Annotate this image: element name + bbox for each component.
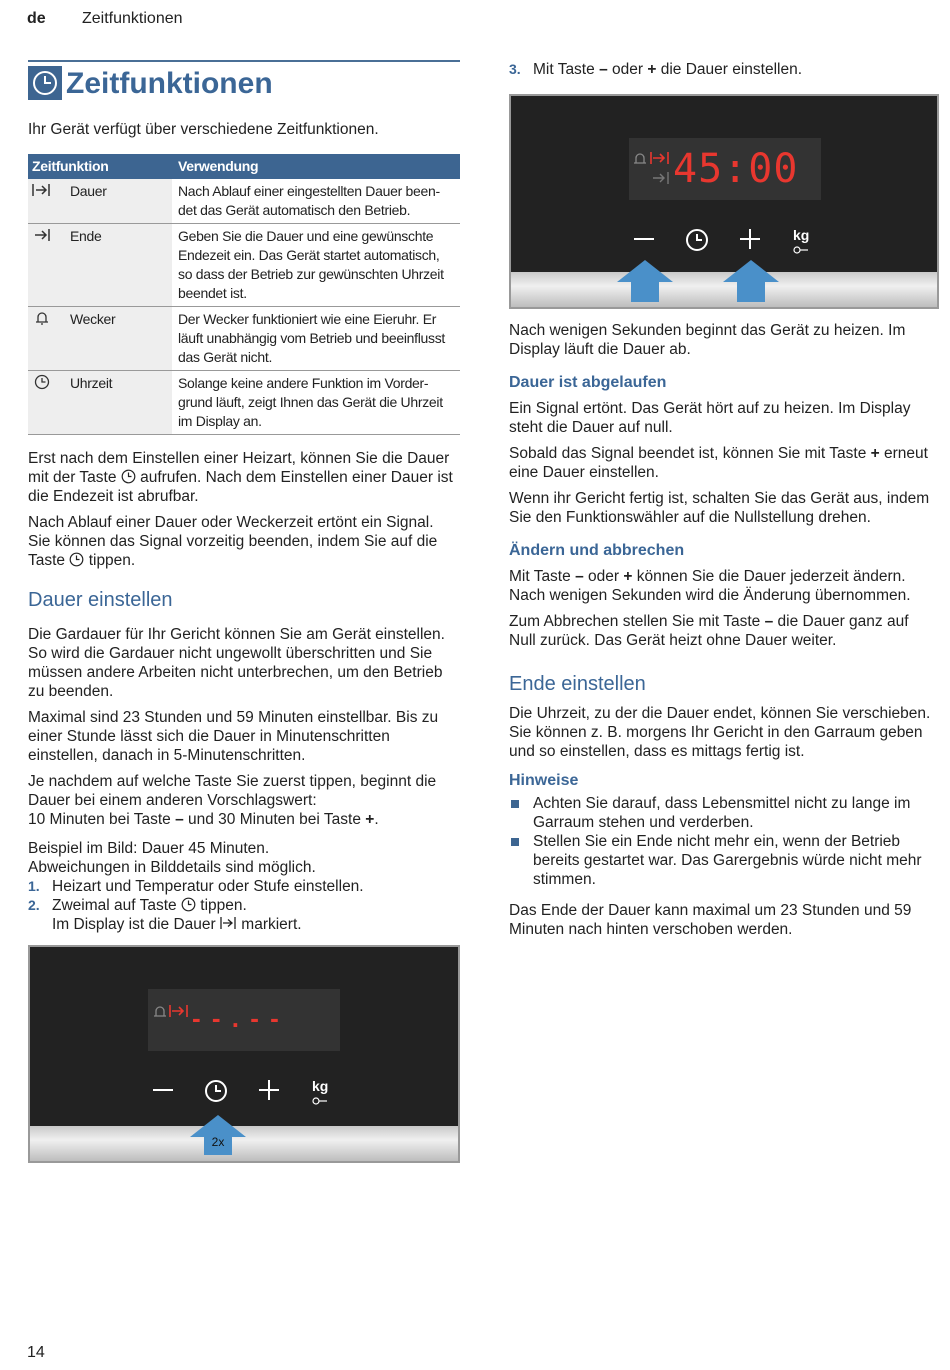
paragraph: Maximal sind 23 Stunden und 59 Minuten einstellbar. Bis zu einer Stunde lässt sich die Dauer in Minutenschritten einstellen, danach in 5-Minutenschritten. <box>28 709 439 764</box>
step-3: 3. Mit Taste – oder + die Dauer einstellen. <box>509 61 803 78</box>
kg-button[interactable]: kg <box>312 1079 328 1107</box>
clock-button[interactable] <box>685 228 709 257</box>
minus-button[interactable] <box>633 228 655 255</box>
table-row <box>28 307 460 371</box>
function-name: Wecker <box>66 307 172 371</box>
function-name: Uhrzeit <box>66 371 172 435</box>
clock-icon <box>28 371 66 435</box>
paragraph: Ein Signal ertönt. Das Gerät hört auf zu heizen. Im Display steht die Dauer auf null. <box>509 400 911 436</box>
page-number: 14 <box>27 1344 45 1361</box>
table-row <box>28 224 460 307</box>
paragraph: Mit Taste – oder + können Sie die Dauer jederzeit ändern. Nach wenigen Sekunden wird die Änderung übernommen. <box>509 568 911 604</box>
arrow-up-icon <box>617 260 673 302</box>
paragraph: Erst nach dem Einstellen einer Heizart, können Sie die Dauer mit der Taste aufrufen. Nach dem Einstellen einer Dauer ist die Endezeit ist abrufbar. <box>28 450 453 505</box>
paragraph: Die Gardauer für Ihr Gericht können Sie am Gerät einstellen. So wird die Gardauer nicht ungewollt überschritten und Sie müssen andere Arbeiten nicht unterbrechen, um den Betrieb zu beenden. <box>28 626 445 700</box>
dauer-icon <box>168 1003 190 1019</box>
intro-text: Ihr Gerät verfügt über verschiedene Zeitfunktionen. <box>28 121 379 138</box>
function-name: Ende <box>66 224 172 307</box>
dauer-icon <box>220 916 237 933</box>
heading-ende-einstellen: Ende einstellen <box>509 673 646 695</box>
plus-button[interactable] <box>739 228 761 255</box>
list-item: Achten Sie darauf, dass Lebensmittel nicht zu lange im Garraum stehen und verderben. <box>509 794 939 832</box>
display <box>148 989 340 1051</box>
control-panel-image-1 <box>28 945 460 1163</box>
control-panel-image-2 <box>509 94 939 309</box>
step-2: 2. Zweimal auf Taste tippen. Im Display ist die Dauer markiert. <box>28 897 302 933</box>
arrow-up-icon <box>723 260 779 302</box>
header-title: Zeitfunktionen <box>82 10 183 27</box>
list-item: Stellen Sie ein Ende nicht mehr ein, wenn der Betrieb bereits gestartet war. Das Garergebnis würde nicht mehr stimmen. <box>509 832 939 889</box>
time-functions-table <box>28 154 460 435</box>
display-value: 45:00 <box>673 146 799 192</box>
table-row <box>28 371 460 435</box>
clock-icon <box>28 66 62 100</box>
kg-button[interactable]: kg <box>793 228 809 256</box>
section-heading <box>28 60 460 108</box>
function-name: Dauer <box>66 179 172 224</box>
heading-hinweise: Hinweise <box>509 772 579 789</box>
function-usage: Solange keine andere Funktion im Vorder-grund läuft, zeigt Ihnen das Gerät die Uhrzeit im Display an. <box>172 371 460 435</box>
right-column <box>509 60 939 946</box>
step-1: 1. Heizart und Temperatur oder Stufe einstellen. <box>28 878 364 895</box>
paragraph: Sobald das Signal beendet ist, können Sie mit Taste + erneut eine Dauer einstellen. <box>509 445 928 481</box>
left-column <box>28 60 460 1163</box>
table-row <box>28 179 460 224</box>
display <box>629 138 821 200</box>
heading-dauer-abgelaufen: Dauer ist abgelaufen <box>509 374 667 391</box>
header-language: de <box>27 10 46 27</box>
ende-icon <box>649 170 671 186</box>
display-value: - - . - - <box>192 1003 281 1033</box>
bell-icon <box>28 307 66 371</box>
table-header-usage: Verwendung <box>172 154 460 179</box>
press-count-badge: 2x <box>211 1135 225 1149</box>
paragraph: Beispiel im Bild: Dauer 45 Minuten. Abweichungen in Bilddetails sind möglich. <box>28 840 316 876</box>
paragraph: Wenn ihr Gericht fertig ist, schalten Sie das Gerät aus, indem Sie den Funktionswähler auf die Nullstellung drehen. <box>509 490 930 526</box>
paragraph: Nach Ablauf einer Dauer oder Weckerzeit ertönt ein Signal. Sie können das Signal vorzeitig beenden, indem Sie auf die Taste tippen. <box>28 514 438 569</box>
clock-icon <box>69 552 84 569</box>
page-title: Zeitfunktionen <box>66 67 273 100</box>
clock-button[interactable] <box>204 1079 228 1108</box>
ende-icon <box>28 224 66 307</box>
dauer-icon <box>28 179 66 224</box>
table-header-function: Zeitfunktion <box>28 154 172 179</box>
function-usage: Geben Sie die Dauer und eine gewünschte Endezeit ein. Das Gerät startet automatisch, so dass der Betrieb zur gewünschten Uhrzeit beendet ist. <box>172 224 460 307</box>
paragraph: Zum Abbrechen stellen Sie mit Taste – die Dauer ganz auf Null zurück. Das Gerät heizt ohne Dauer weiter. <box>509 613 909 649</box>
function-usage: Der Wecker funktioniert wie eine Eieruhr. Er läuft unabhängig vom Betrieb und beeinflusst das Gerät nicht. <box>172 307 460 371</box>
bell-icon <box>631 150 651 166</box>
function-usage: Nach Ablauf einer eingestellten Dauer been-det das Gerät automatisch den Betrieb. <box>172 179 460 224</box>
paragraph: Die Uhrzeit, zu der die Dauer endet, können Sie verschieben. Sie können z. B. morgens Ihr Gericht in den Garraum geben und so einstellen, dass es mittags fertig ist. <box>509 705 931 760</box>
heading-aendern-abbrechen: Ändern und abbrechen <box>509 542 685 559</box>
paragraph: Nach wenigen Sekunden beginnt das Gerät zu heizen. Im Display läuft die Dauer ab. <box>509 322 906 358</box>
minus-button[interactable] <box>152 1079 174 1106</box>
paragraph: Je nachdem auf welche Taste Sie zuerst tippen, beginnt die Dauer bei einem anderen Vorschlagswert: 10 Minuten bei Taste – und 30 Minuten bei Taste +. <box>28 773 437 828</box>
paragraph: Das Ende der Dauer kann maximal um 23 Stunden und 59 Minuten nach hinten verschoben werden. <box>509 902 912 938</box>
heading-dauer-einstellen: Dauer einstellen <box>28 589 173 611</box>
dauer-icon <box>649 150 671 166</box>
clock-icon <box>181 897 196 914</box>
clock-icon <box>121 469 136 486</box>
plus-button[interactable] <box>258 1079 280 1106</box>
